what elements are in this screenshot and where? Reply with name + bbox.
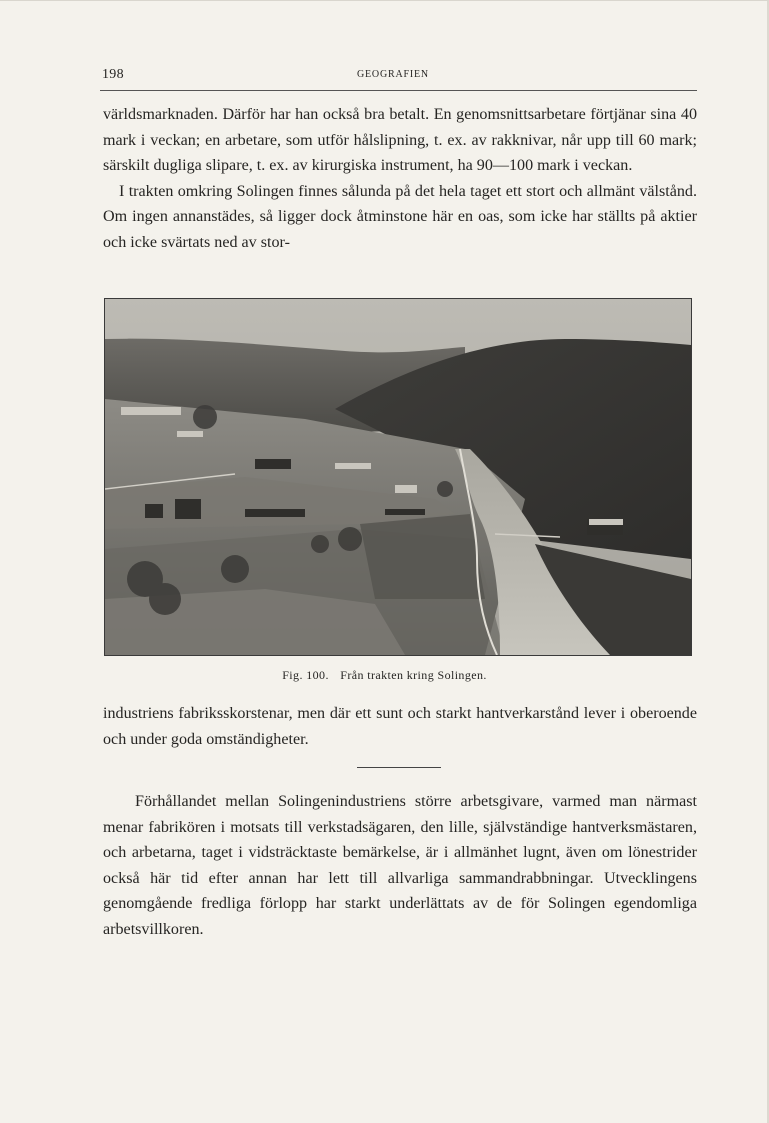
figure-photograph [104, 298, 692, 656]
paragraph-labor-relations: Förhållandet mellan Solingenindustriens större arbetsgivare, varmed man närmast menar fabrikören i motsats till verkstadsägaren, den lille, självständige hantverksmästaren, och arbetarna, taget i vidsträcktaste bemärkelse, är i allmänhet lugnt, även om lönestrider också här tid efter annan har lett till allvarliga sammandrabbningar. Utvecklingens genomgående fredliga förlopp har starkt underlättats av de för Solingen egendomliga arbetsvillkoren. [103, 793, 697, 938]
section-separator [357, 767, 441, 768]
text-block-top [103, 102, 697, 256]
figure-label: Fig. 100. [282, 668, 329, 682]
running-title: GEOGRAFIEN [357, 69, 429, 80]
text-block-continuation [103, 701, 697, 752]
figure-caption-text: Från trakten kring Solingen. [340, 668, 487, 682]
paragraph-prosperity: I trakten omkring Solingen finnes sålunda på det hela taget ett stort och allmänt välstånd. Om ingen annanstädes, så ligger dock åtminstone här en oas, som icke har ställts på aktier och icke svärtats ned av stor- [103, 182, 697, 251]
landscape-photo [105, 299, 691, 655]
running-head [100, 62, 697, 91]
figure-caption [0, 668, 769, 683]
page-number: 198 [102, 67, 124, 82]
text-block-closing [103, 789, 697, 943]
paragraph-continuation: industriens fabriksskorstenar, men där ett sunt och starkt hantverkarstånd lever i oberoende och under goda omständigheter. [103, 705, 697, 748]
paragraph-wages: världsmarknaden. Därför har han också bra betalt. En genomsnittsarbetare förtjänar sina 40 mark i veckan; en arbetare, som utför hålslipning, t. ex. av rakknivar, når upp till 60 mark; särskilt dugliga slipare, t. ex. av kirurgiska instrument, ha 90—100 mark i veckan. [103, 106, 697, 175]
